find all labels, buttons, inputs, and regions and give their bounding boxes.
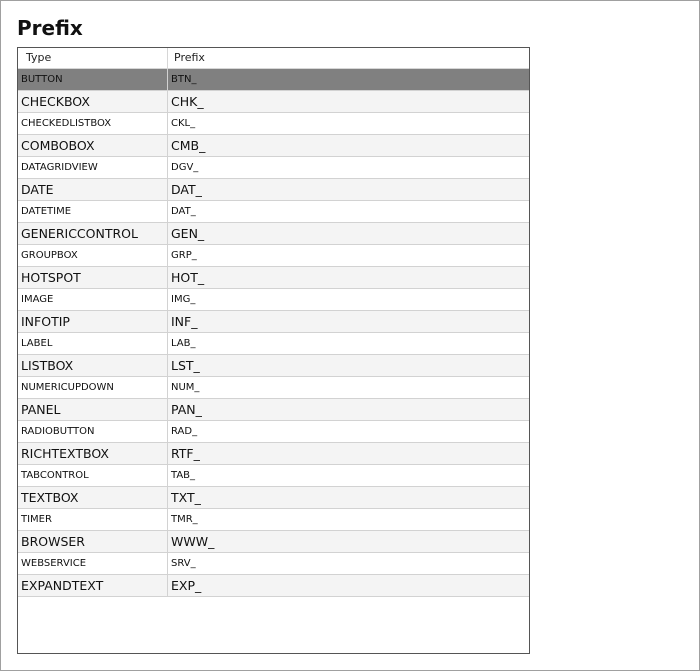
- table-row[interactable]: [18, 311, 529, 333]
- prefix-cell[interactable]: RTF_: [171, 446, 200, 461]
- table-row[interactable]: [18, 91, 529, 113]
- prefix-cell[interactable]: BTN_: [171, 74, 197, 85]
- table-row[interactable]: [18, 289, 529, 311]
- prefix-grid[interactable]: [17, 47, 530, 654]
- type-cell[interactable]: TIMER: [18, 509, 168, 530]
- table-row[interactable]: [18, 553, 529, 575]
- table-row[interactable]: [18, 421, 529, 443]
- prefix-cell[interactable]: IMG_: [171, 294, 196, 305]
- prefix-cell[interactable]: RAD_: [171, 426, 198, 437]
- prefix-cell[interactable]: WWW_: [171, 534, 215, 549]
- prefix-cell[interactable]: GRP_: [171, 250, 197, 261]
- prefix-cell[interactable]: LAB_: [171, 338, 196, 349]
- type-cell[interactable]: BUTTON: [18, 69, 168, 90]
- prefix-cell[interactable]: CHK_: [171, 94, 204, 109]
- prefix-cell[interactable]: INF_: [171, 314, 198, 329]
- type-cell[interactable]: HOTSPOT: [18, 267, 168, 288]
- table-row[interactable]: [18, 399, 529, 421]
- prefix-cell[interactable]: DAT_: [171, 206, 196, 217]
- column-header-prefix[interactable]: Prefix: [174, 51, 205, 64]
- type-cell[interactable]: RADIOBUTTON: [18, 421, 168, 442]
- type-cell[interactable]: TEXTBOX: [18, 487, 168, 508]
- table-row[interactable]: [18, 333, 529, 355]
- prefix-cell[interactable]: NUM_: [171, 382, 200, 393]
- page-title: Prefix: [17, 16, 83, 40]
- type-cell[interactable]: IMAGE: [18, 289, 168, 310]
- table-row[interactable]: [18, 135, 529, 157]
- type-cell[interactable]: DATE: [18, 179, 168, 200]
- prefix-cell[interactable]: CKL_: [171, 118, 196, 129]
- type-cell[interactable]: INFOTIP: [18, 311, 168, 332]
- prefix-cell[interactable]: TAB_: [171, 470, 196, 481]
- prefix-cell[interactable]: GEN_: [171, 226, 205, 241]
- type-cell[interactable]: WEBSERVICE: [18, 553, 168, 574]
- grid-body: [18, 69, 529, 597]
- type-cell[interactable]: LABEL: [18, 333, 168, 354]
- type-cell[interactable]: LISTBOX: [18, 355, 168, 376]
- type-cell[interactable]: BROWSER: [18, 531, 168, 552]
- prefix-cell[interactable]: LST_: [171, 358, 200, 373]
- prefix-cell[interactable]: SRV_: [171, 558, 196, 569]
- type-cell[interactable]: DATETIME: [18, 201, 168, 222]
- prefix-cell[interactable]: TMR_: [171, 514, 198, 525]
- table-row[interactable]: [18, 223, 529, 245]
- table-row[interactable]: [18, 509, 529, 531]
- type-cell[interactable]: CHECKBOX: [18, 91, 168, 112]
- table-row[interactable]: [18, 377, 529, 399]
- prefix-cell[interactable]: EXP_: [171, 578, 202, 593]
- type-cell[interactable]: COMBOBOX: [18, 135, 168, 156]
- table-row[interactable]: [18, 355, 529, 377]
- type-cell[interactable]: GROUPBOX: [18, 245, 168, 266]
- column-header-type[interactable]: Type: [18, 48, 168, 68]
- type-cell[interactable]: CHECKEDLISTBOX: [18, 113, 168, 134]
- prefix-cell[interactable]: DAT_: [171, 182, 202, 197]
- type-cell[interactable]: GENERICCONTROL: [18, 223, 168, 244]
- type-cell[interactable]: TABCONTROL: [18, 465, 168, 486]
- table-row[interactable]: [18, 113, 529, 135]
- prefix-cell[interactable]: DGV_: [171, 162, 199, 173]
- table-row[interactable]: [18, 267, 529, 289]
- prefix-cell[interactable]: CMB_: [171, 138, 206, 153]
- type-cell[interactable]: NUMERICUPDOWN: [18, 377, 168, 398]
- prefix-cell[interactable]: HOT_: [171, 270, 205, 285]
- table-row[interactable]: [18, 179, 529, 201]
- table-row[interactable]: [18, 157, 529, 179]
- prefix-cell[interactable]: PAN_: [171, 402, 202, 417]
- table-row[interactable]: [18, 245, 529, 267]
- table-row[interactable]: [18, 487, 529, 509]
- type-cell[interactable]: EXPANDTEXT: [18, 575, 168, 596]
- table-row[interactable]: [18, 69, 529, 91]
- type-cell[interactable]: DATAGRIDVIEW: [18, 157, 168, 178]
- grid-header: [18, 48, 529, 69]
- table-row[interactable]: [18, 443, 529, 465]
- type-cell[interactable]: RICHTEXTBOX: [18, 443, 168, 464]
- table-row[interactable]: [18, 575, 529, 597]
- type-cell[interactable]: PANEL: [18, 399, 168, 420]
- table-row[interactable]: [18, 201, 529, 223]
- prefix-cell[interactable]: TXT_: [171, 490, 201, 505]
- table-row[interactable]: [18, 465, 529, 487]
- table-row[interactable]: [18, 531, 529, 553]
